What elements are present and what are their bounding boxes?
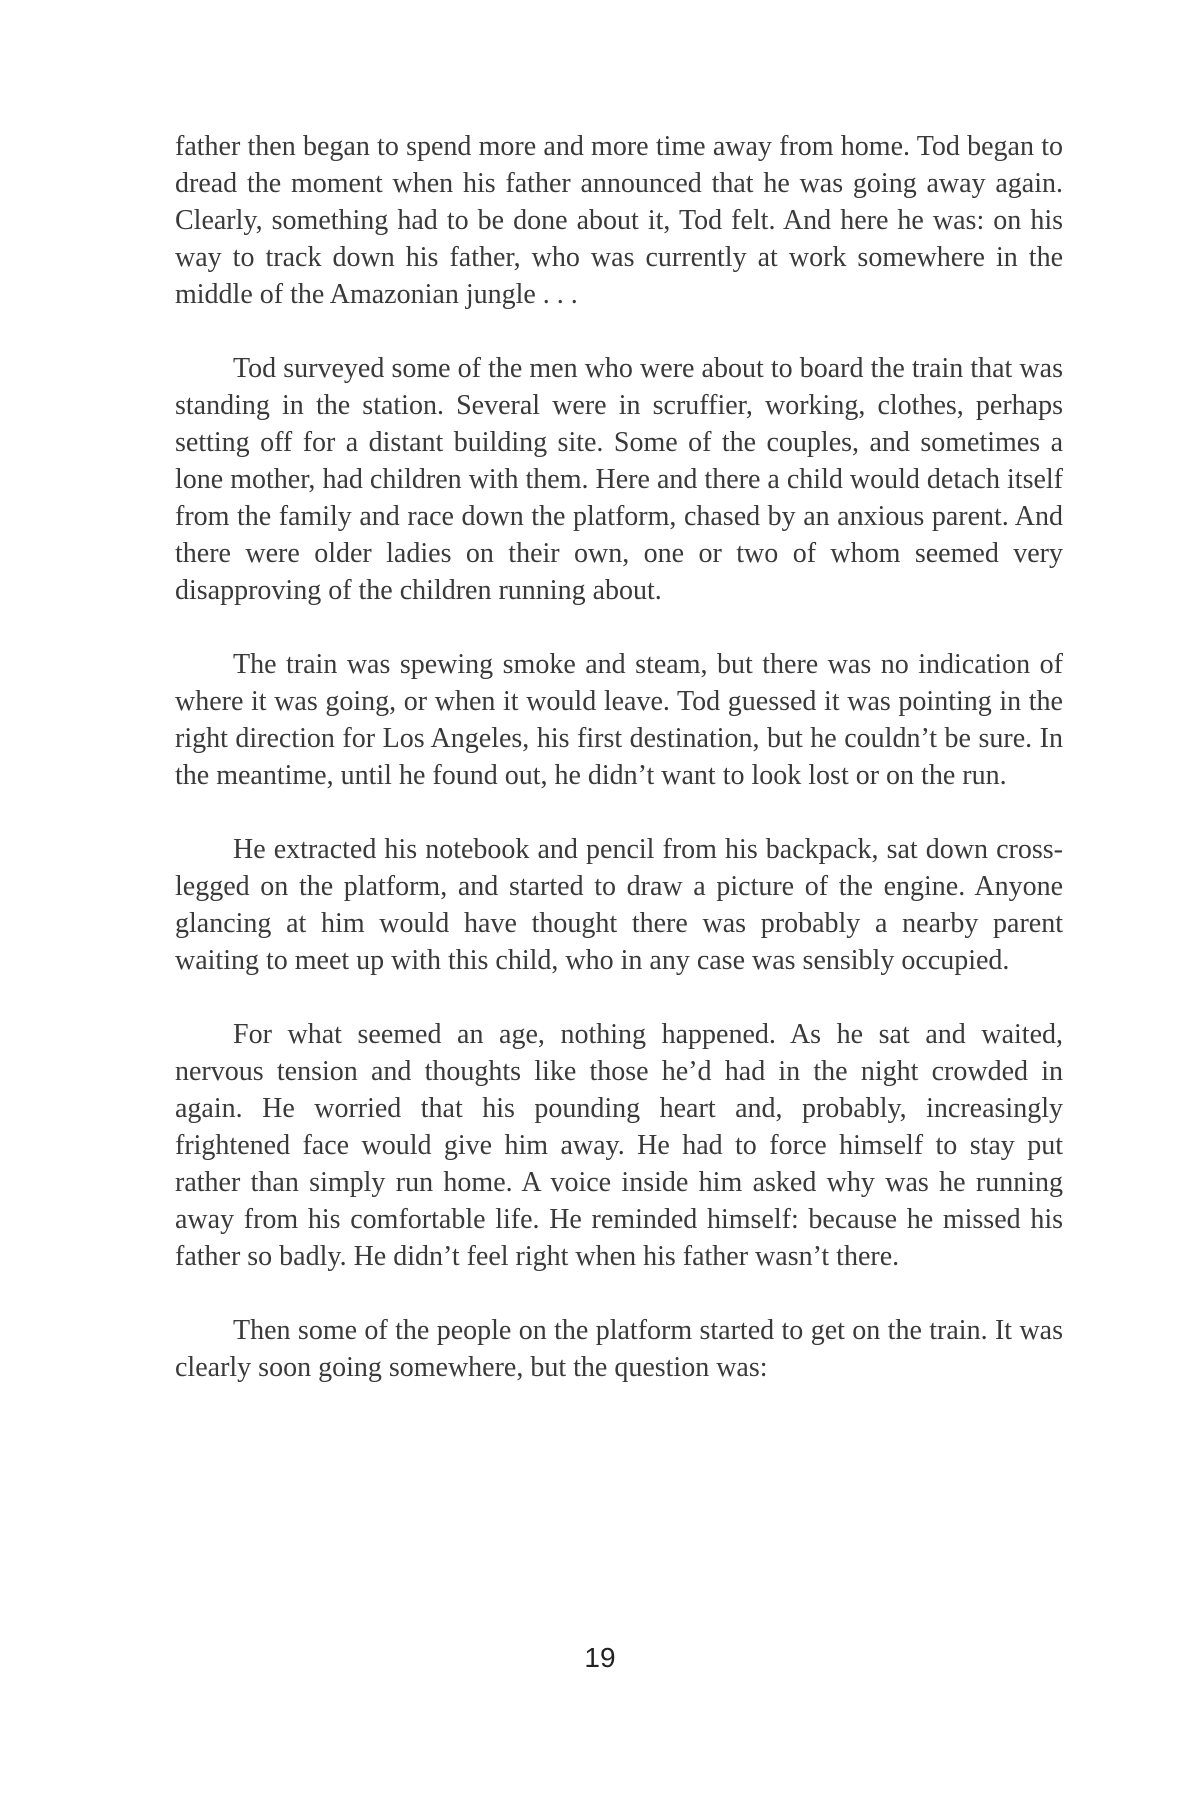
paragraph-2: Tod surveyed some of the men who were about to board the train that was standing in the station. Several were in scruffier, working, clothes, perhaps setting off for a distant building site. Some of the couples, and sometimes a lone mother, had children with them. Here and there a child would detach itself from the family and race down the platform, chased by an anxious parent. And there were older ladies on their own, one or two of whom seemed very disapproving of the children running about.: [175, 353, 1063, 606]
paragraph-4: He extracted his notebook and pencil from his backpack, sat down cross-legged on the platform, and started to draw a picture of the engine. Anyone glancing at him would have thought there was probably a nearby parent waiting to meet up with this child, who in any case was sensibly occupied.: [175, 834, 1063, 976]
paragraph-6: Then some of the people on the platform started to get on the train. It was clearly soon going somewhere, but the question was:: [175, 1315, 1063, 1383]
paragraph-1: father then began to spend more and more time away from home. Tod began to dread the moment when his father announced that he was going away again. Clearly, something had to be done about it, Tod felt. And here he was: on his way to track down his father, who was currently at work somewhere in the middle of the Amazonian jungle . . .: [175, 131, 1063, 310]
body-text: [175, 128, 1063, 1423]
paragraph-5: For what seemed an age, nothing happened. As he sat and waited, nervous tension and thoughts like those he’d had in the night crowded in again. He worried that his pounding heart and, probably, increasingly frightened face would give him away. He had to force himself to stay put rather than simply run home. A voice inside him asked why was he running away from his comfortable life. He reminded himself: because he missed his father so badly. He didn’t feel right when his father wasn’t there.: [175, 1019, 1063, 1272]
page-number: 19: [584, 1642, 616, 1673]
paragraph-3: The train was spewing smoke and steam, but there was no indication of where it was going, or when it would leave. Tod guessed it was pointing in the right direction for Los Angeles, his first destination, but he couldn’t be sure. In the meantime, until he found out, he didn’t want to look lost or on the run.: [175, 649, 1063, 791]
